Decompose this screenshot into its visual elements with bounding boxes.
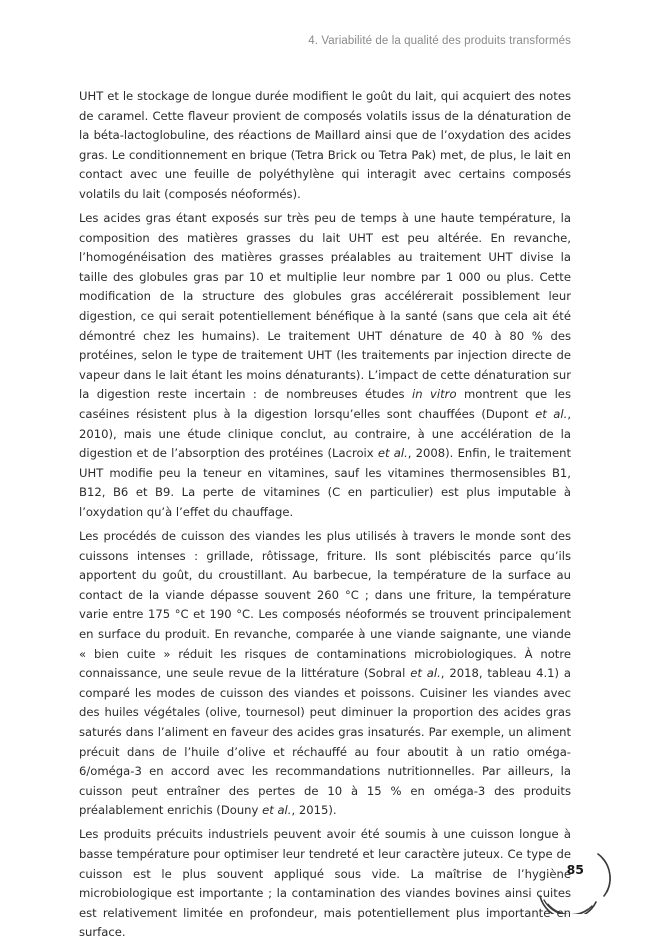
italic-run: et al. (262, 803, 292, 818)
text-run: montrent que les caséines résistent plus à la digestion lorsqu’elles sont chauffées (Dupont (79, 387, 571, 421)
running-header: 4. Variabilité de la qualité des produits transformés (308, 35, 571, 47)
paragraph (79, 825, 571, 943)
italic-run: in vitro (412, 387, 457, 402)
text-run: Les acides gras étant exposés sur très peu de temps à une haute température, la composition des matières grasses du lait UHT est peu altérée. En revanche, l’homogénéisation des matières grasses préalables au traitement UHT divise la taille des globules gras par 10 et multiplie leur nombre par 1 000 ou plus. Cette modification de la structure des globules gras accélérerait possiblement leur digestion, ce qui serait potentiellement bénéfique à la santé (sans que cela ait été démontré chez les humains). Le traitement UHT dénature de 40 à 80 % des protéines, selon le type de traitement UHT (les traitements par injection directe de vapeur dans le lait étant les moins dénaturants). L’impact de cette dénaturation sur la digestion reste incertain : de nombreuses études (79, 211, 571, 402)
text-run: Les procédés de cuisson des viandes les plus utilisés à travers le monde sont des cuissons intenses : grillade, rôtissage, friture. Ils sont plébiscités parce qu’ils apportent du goût, du croustillant. Au barbecue, la température de la surface au contact de la viande dépasse souvent 260 °C ; dans une friture, la température varie entre 175 °C et 190 °C. Les composés néoformés se trouvent principalement en surface du produit. En revanche, comparée à une viande saignante, une viande « bien cuite » réduit les risques de contaminations microbiologiques. À notre connaissance, une seule revue de la littérature (Sobral (79, 529, 571, 681)
body-text (79, 87, 571, 948)
paragraph (79, 209, 571, 523)
italic-run: et al. (535, 407, 568, 421)
paragraph (79, 87, 571, 205)
page-number: 85 (566, 862, 584, 877)
italic-run: et al. (410, 666, 441, 681)
text-run: , 2010), mais une étude clinique conclut, au contraire, à une accélération de la digestion et de l’absorption des protéines (Lacroix (79, 407, 572, 461)
text-run: , 2015). (291, 803, 337, 818)
italic-run: et al. (377, 446, 408, 461)
text-run: , 2018, tableau 4.1) a comparé les modes de cuisson des viandes et poissons. Cuisiner les viandes avec des huiles végétales (olive, tournesol) peut diminuer la proportion des acides gras saturés dans l’aliment en faveur des acides gras insaturés. Par exemple, un aliment précuit dans de l’huile d’olive et réchauffé au four aboutit à un ratio oméga-6/oméga-3 en accord avec les recommandations nutritionnelles. Par ailleurs, la cuisson peut entraîner des pertes de 10 à 15 % en oméga-3 des produits préalablement enrichis (Douny (79, 666, 572, 818)
text-run: Les produits précuits industriels peuvent avoir été soumis à une cuisson longue à basse température pour optimiser leur tendreté et leur caractère juteux. Ce type de cuisson est le plus souvent appliqué sous vide. La maîtrise de l’hygiène microbiologique est importante ; la contamination des viandes bovines ainsi cuites est relativement limitée en profondeur, mais potentiellement plus importante en surface. (79, 827, 571, 940)
text-run: , 2008). Enfin, le traitement UHT modifie peu la teneur en vitamines, sauf les vitamines thermosensibles B1, B12, B6 et B9. La perte de vitamines (C en particulier) est plus imputable à l’oxydation qu’à l’effet du chauffage. (79, 446, 571, 519)
text-run: UHT et le stockage de longue durée modifient le goût du lait, qui acquiert des notes de caramel. Cette flaveur provient de composés volatils issus de la dénaturation de la béta-lactoglobuline, des réactions de Maillard ainsi que de l’oxydation des acides gras. Le conditionnement en brique (Tetra Brick ou Tetra Pak) met, de plus, le lait en contact avec une feuille de polyéthylène qui interagit avec certains composés volatils du lait (composés néoformés). (79, 89, 571, 201)
paragraph (79, 527, 571, 821)
